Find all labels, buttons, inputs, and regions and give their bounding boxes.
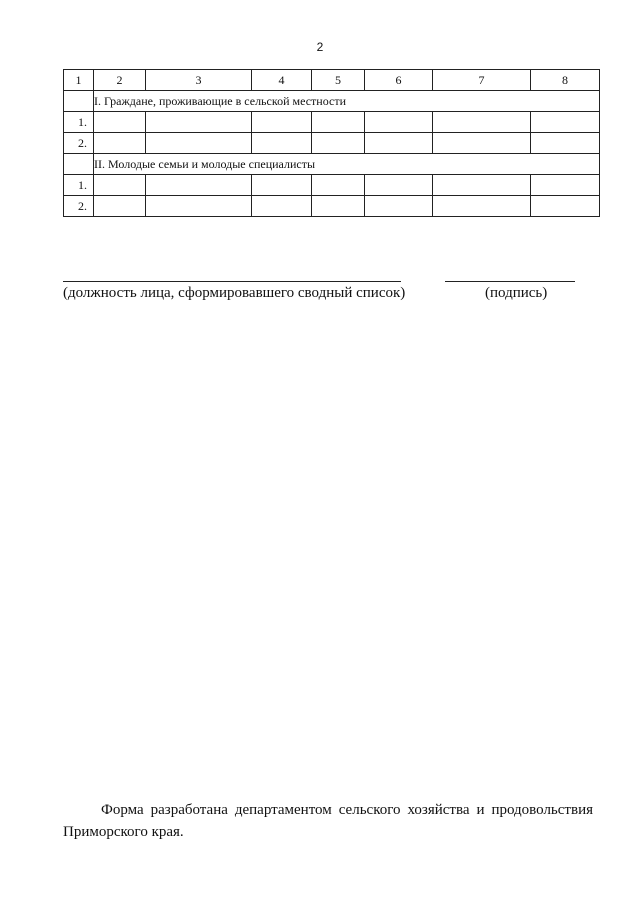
table-cell	[433, 133, 531, 154]
table-cell	[531, 112, 600, 133]
table-cell	[365, 196, 433, 217]
table-cell	[531, 175, 600, 196]
empty-cell	[64, 154, 94, 175]
table-header-row	[64, 70, 600, 91]
footer-note: Форма разработана департаментом сельского хозяйства и продовольствия Приморского края.	[63, 802, 593, 840]
table-cell	[312, 133, 365, 154]
row-number: 2.	[64, 196, 94, 217]
table-cell	[146, 196, 252, 217]
section-title: II. Молодые семьи и молодые специалисты	[94, 154, 600, 175]
section-title: I. Граждане, проживающие в сельской местности	[94, 91, 600, 112]
table-cell	[433, 196, 531, 217]
table-row	[64, 175, 600, 196]
table-cell	[365, 175, 433, 196]
table-row	[64, 196, 600, 217]
table-cell	[146, 175, 252, 196]
table-cell	[365, 112, 433, 133]
table-row	[64, 112, 600, 133]
row-number: 1.	[64, 112, 94, 133]
table-cell	[433, 112, 531, 133]
header-cell: 5	[312, 70, 365, 91]
header-cell: 6	[365, 70, 433, 91]
header-cell: 1	[64, 70, 94, 91]
table-cell	[94, 175, 146, 196]
list-table	[63, 69, 600, 217]
table-cell	[94, 112, 146, 133]
table-cell	[146, 133, 252, 154]
header-cell: 7	[433, 70, 531, 91]
header-cell: 2	[94, 70, 146, 91]
header-cell: 3	[146, 70, 252, 91]
table-cell	[94, 196, 146, 217]
table-cell	[312, 196, 365, 217]
section-row	[64, 91, 600, 112]
row-number: 2.	[64, 133, 94, 154]
table-cell	[252, 112, 312, 133]
row-number: 1.	[64, 175, 94, 196]
table-cell	[365, 133, 433, 154]
table-cell	[146, 112, 252, 133]
table-cell	[312, 112, 365, 133]
sign-caption: (подпись)	[485, 285, 548, 301]
empty-cell	[64, 91, 94, 112]
header-cell: 4	[252, 70, 312, 91]
table-cell	[94, 133, 146, 154]
sign-signature-line	[445, 281, 575, 282]
header-cell: 8	[531, 70, 600, 91]
section-row	[64, 154, 600, 175]
table-cell	[312, 175, 365, 196]
table-cell	[252, 175, 312, 196]
page-number: 2	[316, 40, 324, 54]
table-cell	[433, 175, 531, 196]
table-cell	[252, 196, 312, 217]
table-cell	[531, 133, 600, 154]
table-cell	[252, 133, 312, 154]
table-cell	[531, 196, 600, 217]
position-caption: (должность лица, сформировавшего сводный список)	[63, 285, 406, 301]
table-row	[64, 133, 600, 154]
position-signature-line	[63, 281, 401, 282]
